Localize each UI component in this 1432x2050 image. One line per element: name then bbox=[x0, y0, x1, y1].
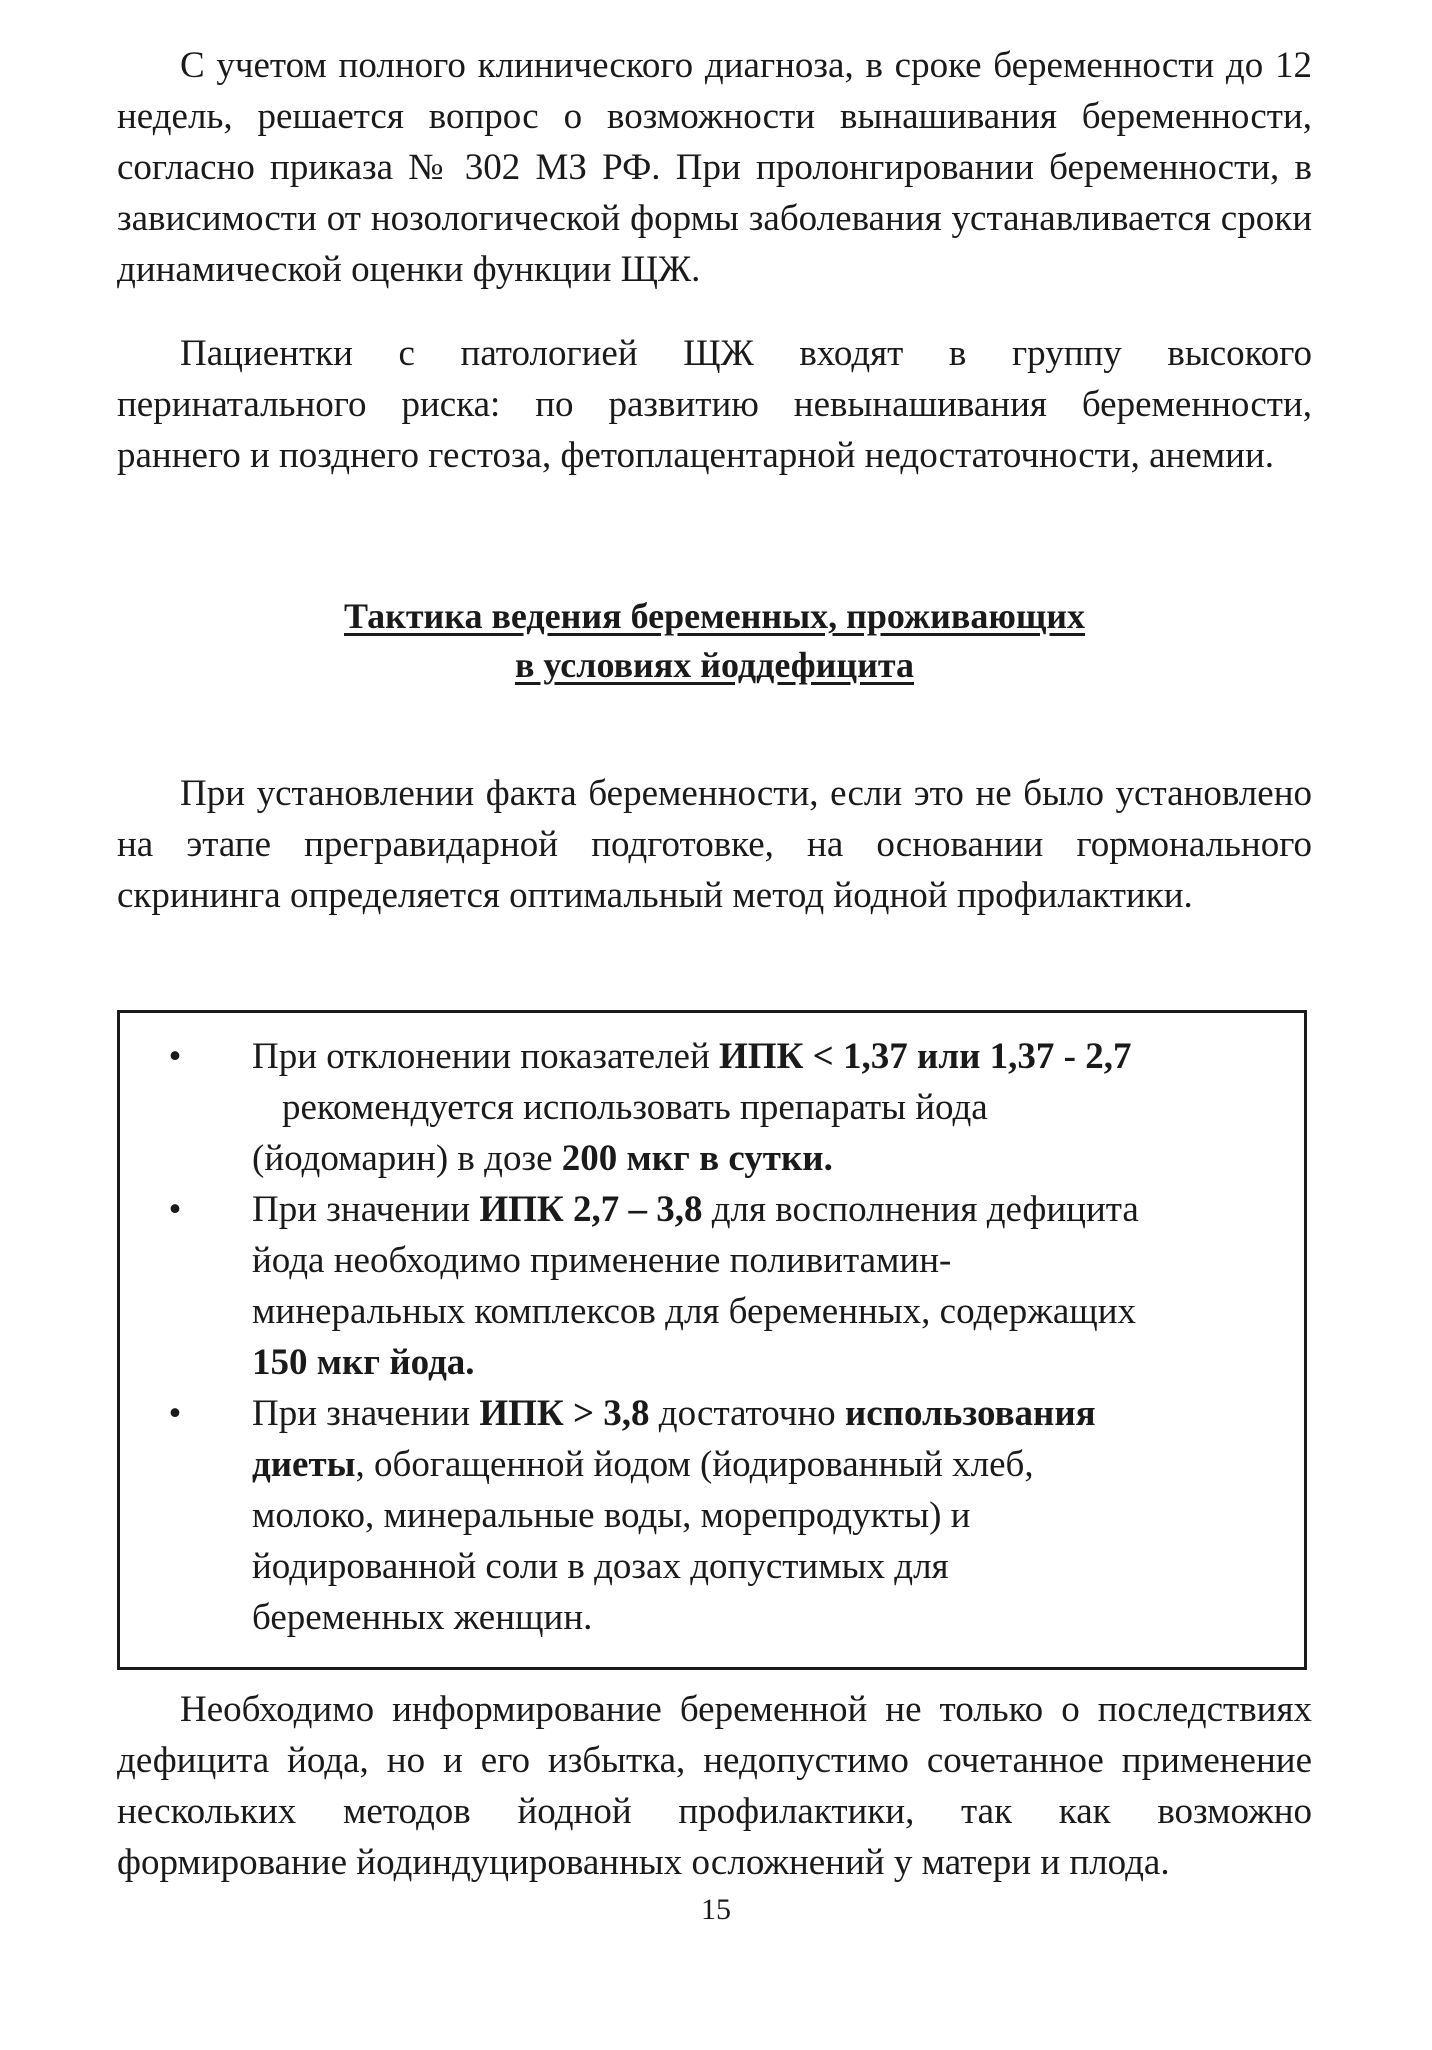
section-heading-line-2: в условиях йоддефицита bbox=[514, 645, 915, 685]
section-heading bbox=[117, 592, 1312, 690]
bullet-icon: • bbox=[168, 1393, 182, 1434]
item-2-text-2: для восполнения дефицита bbox=[702, 1189, 1139, 1230]
item-2-text-3: йода необходимо применение поливитамин- bbox=[252, 1240, 952, 1281]
page-number: 15 bbox=[701, 1893, 731, 1926]
document-page bbox=[117, 40, 1312, 1888]
item-2-bold-1: ИПК 2,7 – 3,8 bbox=[479, 1189, 703, 1230]
bullet-icon: • bbox=[168, 1036, 182, 1077]
bullet-icon: • bbox=[168, 1189, 182, 1230]
recommendation-item-3 bbox=[160, 1388, 1264, 1643]
item-3-text-4: молоко, минеральные воды, морепродукты) и bbox=[252, 1495, 971, 1536]
paragraph-information: Необходимо информирование беременной не только о последствиях дефицита йода, но и его избытка, недопустимо сочетанное применение нескольких методов йодной профилактики, так как возможно формирование йодиндуцированных осложнений у матери и плода. bbox=[117, 1689, 1312, 1883]
item-3-text-3: , обогащенной йодом (йодированный хлеб, bbox=[355, 1444, 1034, 1485]
item-2-bold-2: 150 мкг йода. bbox=[252, 1342, 475, 1383]
item-3-bold-2: использования bbox=[844, 1393, 1096, 1434]
paragraph-risk-group: Пациентки с патологией ЩЖ входят в группу высокого перинатального риска: по развитию невынашивания беременности, раннего и позднего гестоза, фетоплацентарной недостаточности, анемии. bbox=[117, 333, 1312, 476]
item-3-text-6: беременных женщин. bbox=[252, 1597, 593, 1638]
paragraph-screening: При установлении факта беременности, если это не было установлено на этапе прегравидарной подготовке, на основании гормонального скрининга определяется оптимальный метод йодной профилактики. bbox=[117, 773, 1312, 916]
item-1-bold-2: 200 мкг в сутки. bbox=[561, 1138, 833, 1179]
section-heading-line-1: Тактика ведения беременных, проживающих bbox=[344, 596, 1085, 636]
item-2-text-1: При значении bbox=[252, 1189, 480, 1230]
paragraph-diagnosis: С учетом полного клинического диагноза, в сроке беременности до 12 недель, решается вопрос о возможности вынашивания беременности, согласно приказа № 302 МЗ РФ. При пролонгировании беременности, в зависимости от нозологической формы заболевания устанавливается сроки динамической оценки функции ЩЖ. bbox=[117, 45, 1312, 290]
item-3-text-2: достаточно bbox=[649, 1393, 845, 1434]
item-3-text-1: При значении bbox=[252, 1393, 480, 1434]
item-2-text-4: минеральных комплексов для беременных, содержащих bbox=[252, 1291, 1137, 1332]
recommendations-list bbox=[160, 1031, 1264, 1643]
item-3-bold-3: диеты bbox=[252, 1444, 356, 1485]
recommendation-item-1 bbox=[160, 1031, 1264, 1184]
recommendation-item-2 bbox=[160, 1184, 1264, 1388]
item-1-text-1: При отклонении показателей bbox=[252, 1036, 720, 1077]
item-1-text-3: (йодомарин) в дозе bbox=[252, 1138, 562, 1179]
item-3-bold-1: ИПК > 3,8 bbox=[479, 1393, 650, 1434]
recommendations-box bbox=[117, 1010, 1307, 1670]
item-1-bold-1: ИПК < 1,37 или 1,37 - 2,7 bbox=[719, 1036, 1132, 1077]
item-3-text-5: йодированной соли в дозах допустимых для bbox=[252, 1546, 949, 1587]
item-1-text-2: рекомендуется использовать препараты йода bbox=[282, 1087, 988, 1128]
